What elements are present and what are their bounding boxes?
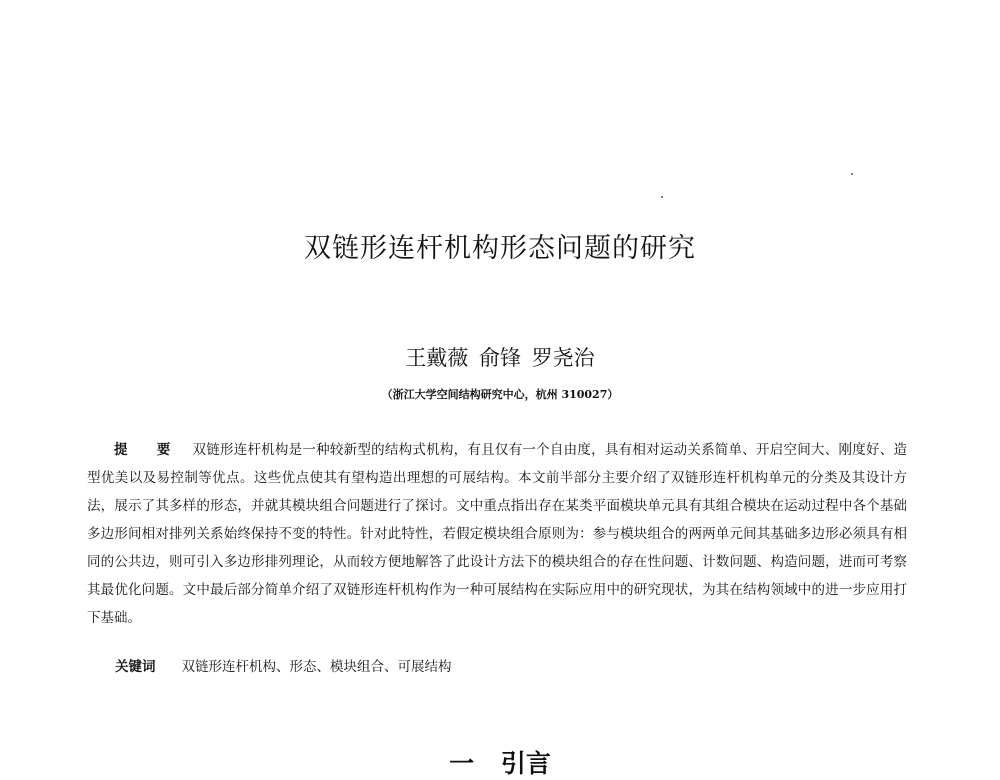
- keywords-text: 双链形连杆机构、形态、模块组合、可展结构: [181, 659, 452, 675]
- scan-speck: [851, 173, 853, 175]
- keywords-label: 关键词: [115, 659, 156, 675]
- paper-title: 双链形连杆机构形态问题的研究: [304, 233, 696, 264]
- keywords-block: [115, 654, 905, 680]
- abstract-label: 提 要: [114, 442, 183, 458]
- abstract-block: [87, 436, 907, 632]
- abstract-text: 双链形连杆机构是一种较新型的结构式机构，有且仅有一个自由度，具有相对运动关系简单、开启空间大、刚度好、造型优美以及易控制等优点。这些优点使其有望构造出理想的可展结构。本文前半部分主要介绍了双链形连杆机构单元的分类及其设计方法，展示了其多样的形态，并就其模块组合问题进行了探讨。文中重点指出存在某类平面模块单元具有其组合模块在运动过程中各个基础多边形间相对排列关系始终保持不变的特性。针对此特性，若假定模块组合原则为：参与模块组合的两两单元间其基础多边形必须具有相同的公共边，则可引入多边形排列理论，从而较方便地解答了此设计方法下的模块组合的存在性问题、计数问题、构造问题，进而可考察其最优化问题。文中最后部分简单介绍了双链形连杆机构作为一种可展结构在实际应用中的研究现状，为其在结构领域中的进一步应用打下基础。: [87, 442, 908, 626]
- paper-authors: 王戴薇 俞锋 罗尧治: [405, 346, 595, 370]
- paper-affiliation: （浙江大学空间结构研究中心，杭州 310027）: [381, 388, 619, 401]
- scan-speck: [661, 196, 663, 198]
- section-heading-introduction: 一 引言: [449, 749, 551, 778]
